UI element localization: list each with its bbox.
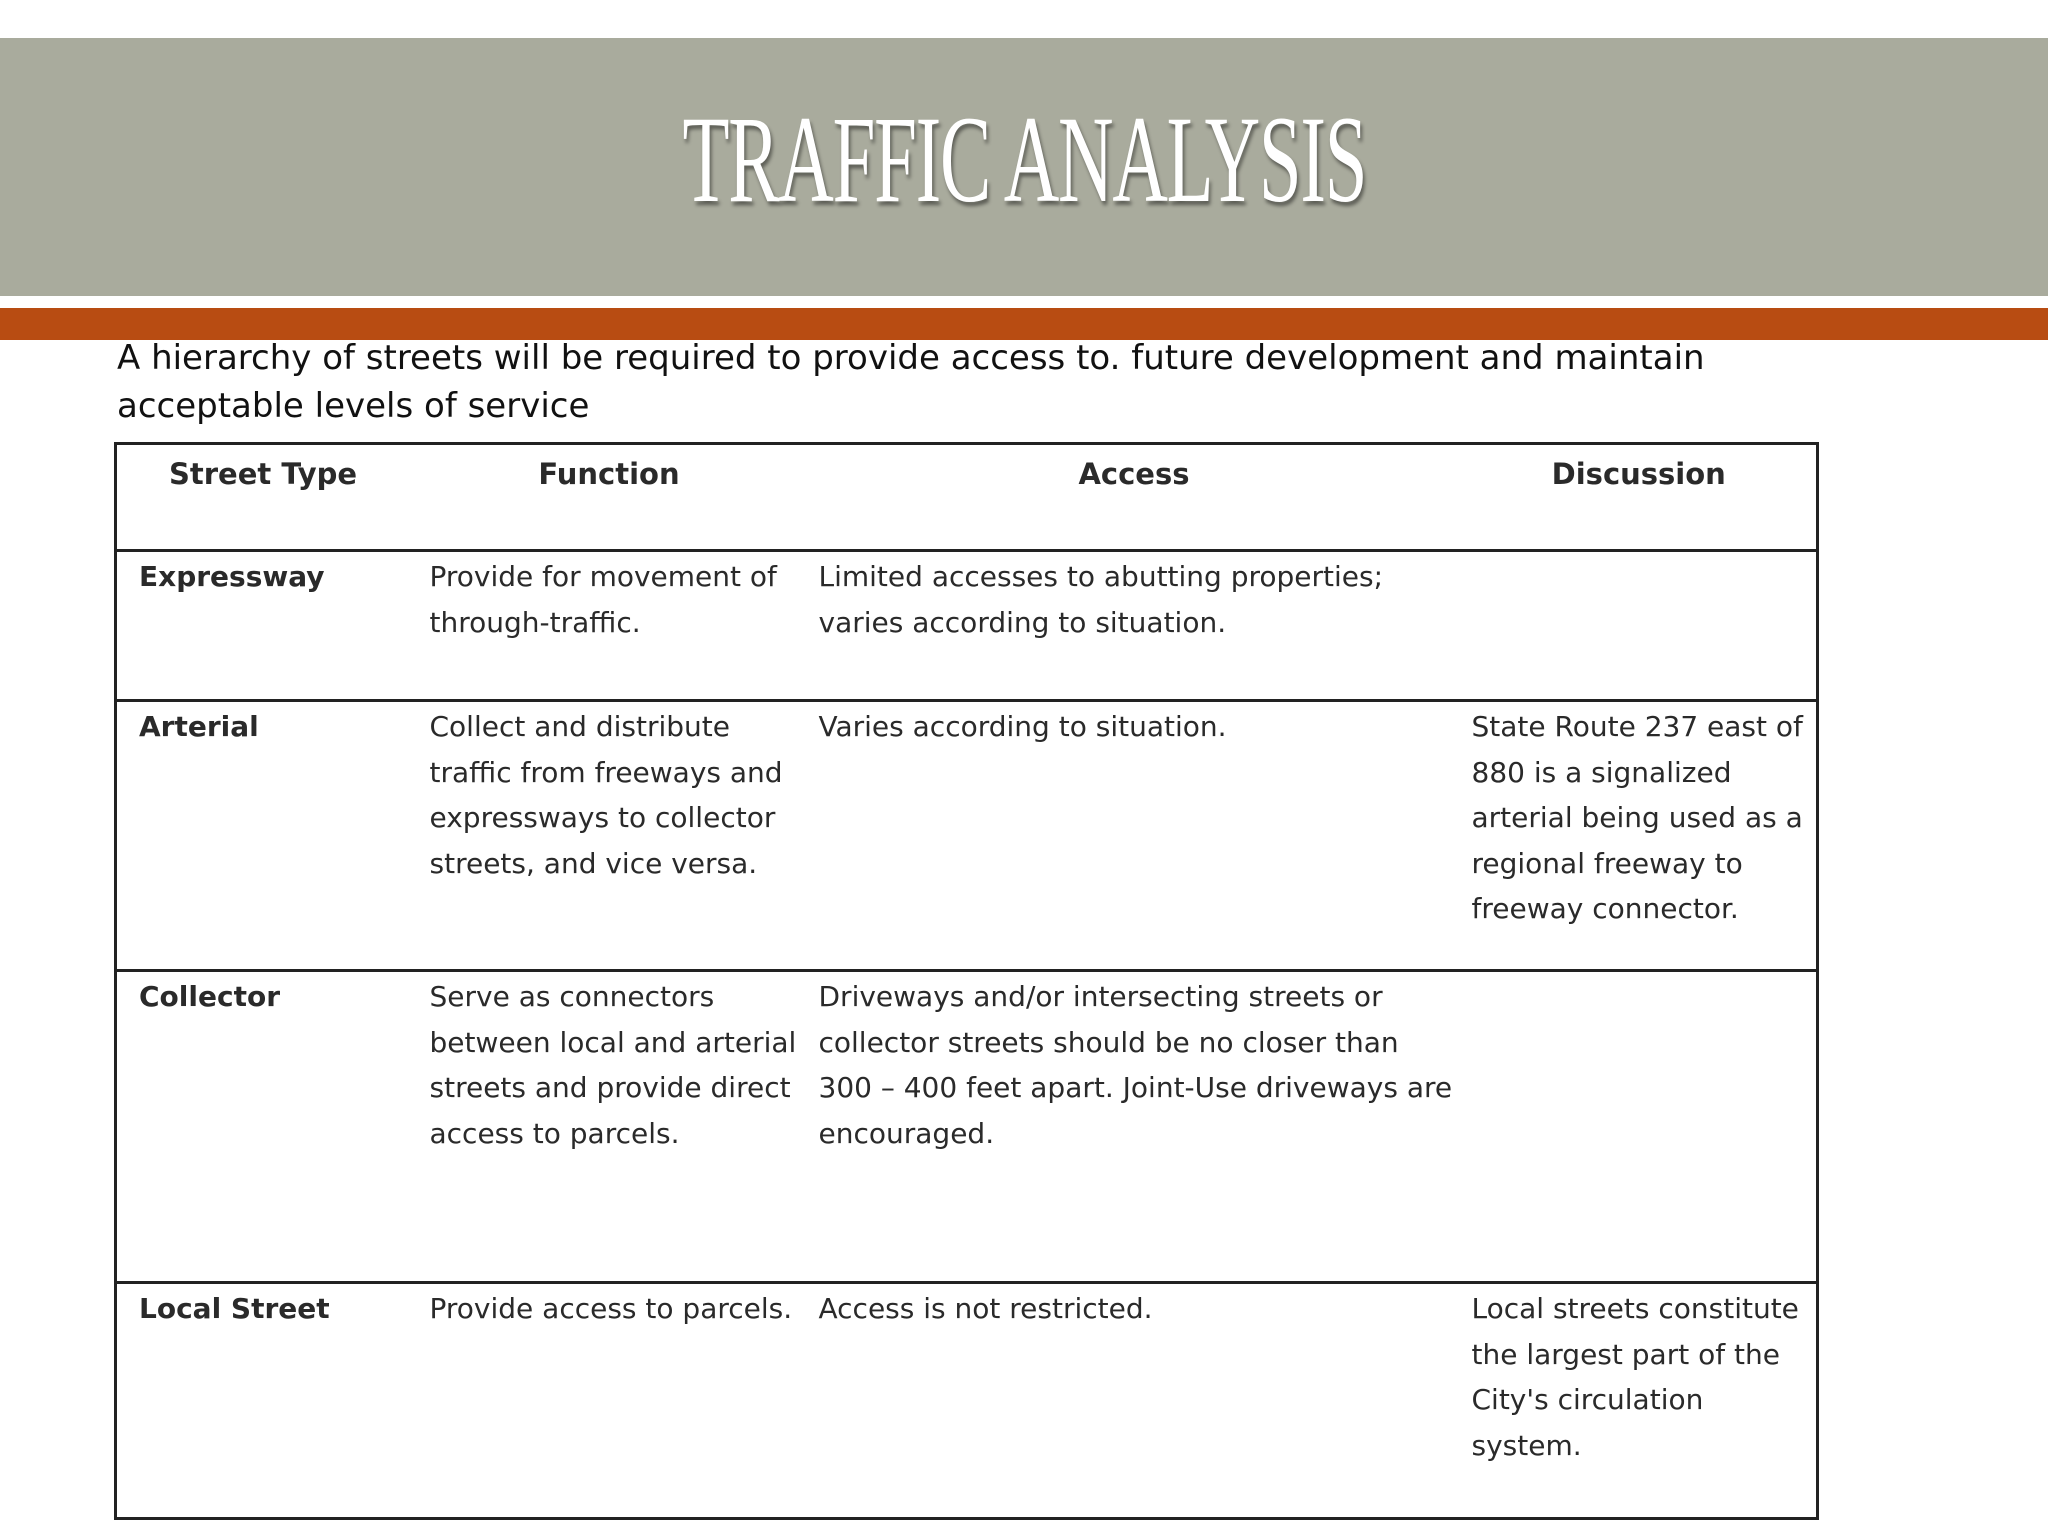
- table-row: [116, 551, 1818, 701]
- header-street-type: Street Type: [116, 444, 412, 551]
- access-cell: Varies according to situation.: [807, 701, 1462, 971]
- function-cell: Serve as connectors between local and arterial streets and provide direct access to parcels.: [412, 971, 807, 1283]
- function-cell: Collect and distribute traffic from freeways and expressways to collector streets, and vice versa.: [412, 701, 807, 971]
- street-type-cell: Arterial: [116, 701, 412, 971]
- header-access: Access: [807, 444, 1462, 551]
- function-cell: Provide access to parcels.: [412, 1283, 807, 1519]
- discussion-cell: State Route 237 east of 880 is a signalized arterial being used as a regional freeway to freeway connector.: [1462, 701, 1818, 971]
- street-type-cell: Collector: [116, 971, 412, 1283]
- intro-text: A hierarchy of streets will be required to provide access to. future development and maintain acceptable levels of service: [117, 338, 1705, 426]
- access-cell: Access is not restricted.: [807, 1283, 1462, 1519]
- access-cell: Limited accesses to abutting properties; varies according to situation.: [807, 551, 1462, 701]
- discussion-cell: Local streets constitute the largest part of the City's circulation system.: [1462, 1283, 1818, 1519]
- header-function: Function: [412, 444, 807, 551]
- table-row: [116, 701, 1818, 971]
- discussion-cell: [1462, 551, 1818, 701]
- access-cell: Driveways and/or intersecting streets or collector streets should be no closer than 300 – 400 feet apart. Joint-Use driveways are encouraged.: [807, 971, 1462, 1283]
- title-band: [0, 38, 2048, 296]
- discussion-cell: [1462, 971, 1818, 1283]
- slide-title: TRAFFIC ANALYSIS: [682, 91, 1366, 228]
- street-type-cell: Local Street: [116, 1283, 412, 1519]
- street-hierarchy-table-wrap: [114, 442, 1816, 1520]
- street-hierarchy-table: [114, 442, 1819, 1520]
- function-cell: Provide for movement of through-traffic.: [412, 551, 807, 701]
- header-discussion: Discussion: [1462, 444, 1818, 551]
- street-type-cell: Expressway: [116, 551, 412, 701]
- table-row: [116, 1283, 1818, 1519]
- table-row: [116, 971, 1818, 1283]
- table-header-row: [116, 444, 1818, 551]
